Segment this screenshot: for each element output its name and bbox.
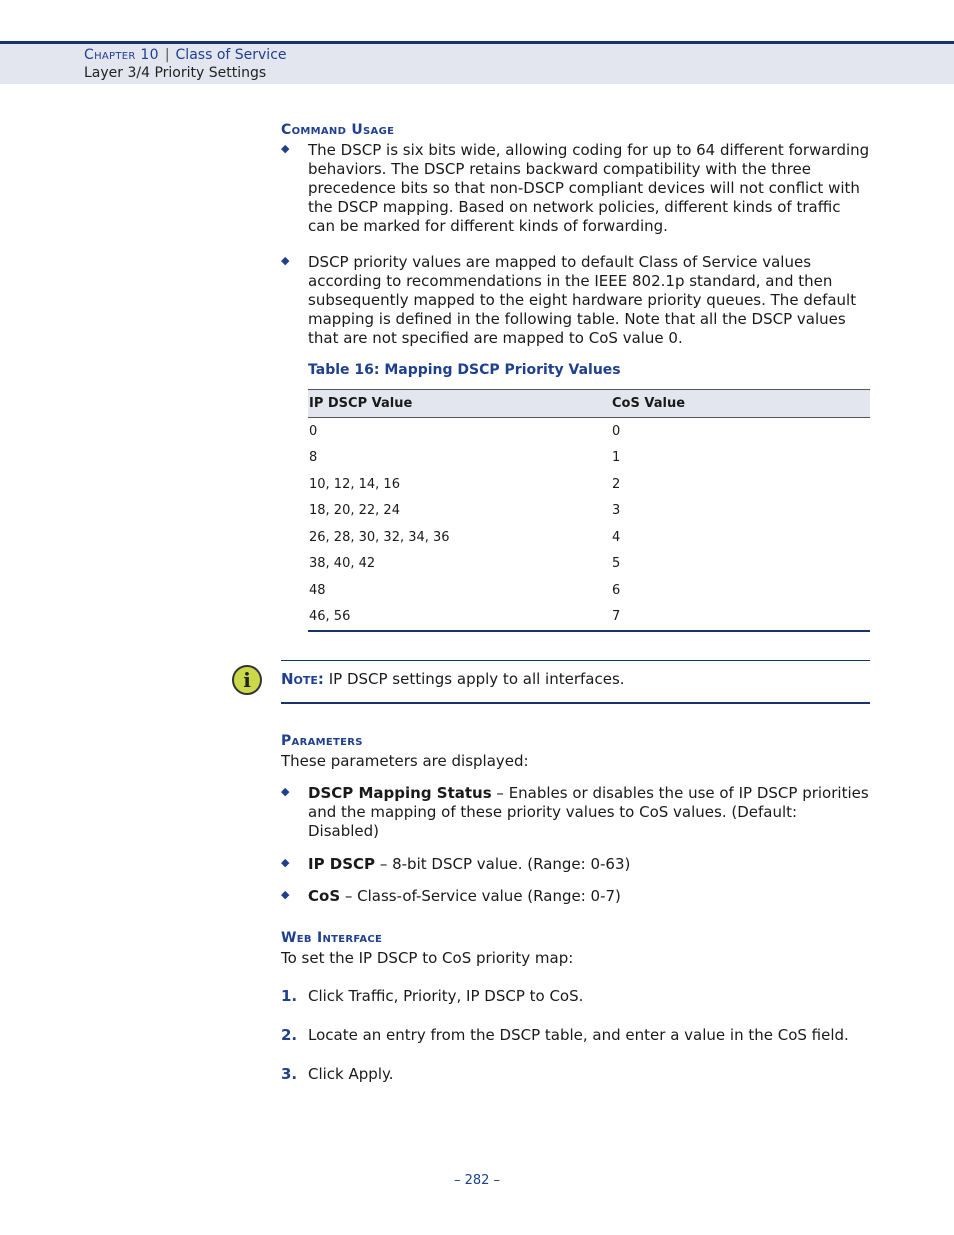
parameter-desc: – Enables or disables the use of IP DSCP priorities and the mapping of these priority values to CoS values. (Default: Disabled) <box>308 784 869 840</box>
table-row <box>308 551 870 578</box>
running-header <box>0 41 954 84</box>
note-box <box>281 660 870 704</box>
usage-bullet-text: The DSCP is six bits wide, allowing coding for up to 64 different forwarding behaviors. The DSCP retains backward compatibility with the three precedence bits so that non-DSCP compliant devices will not conflict with the DSCP mapping. Based on network policies, different kinds of traffic can be marked for different kinds of forwarding. <box>308 141 870 235</box>
diamond-bullet-icon: ◆ <box>281 856 290 869</box>
column-header-dscp: IP DSCP Value <box>308 390 611 418</box>
dscp-cell: 8 <box>309 450 318 466</box>
diamond-bullet-icon: ◆ <box>281 142 290 155</box>
info-icon: i <box>232 665 262 695</box>
step-text: Click Traffic, Priority, IP DSCP to CoS. <box>308 987 584 1005</box>
dscp-cell: 38, 40, 42 <box>309 556 376 572</box>
dscp-cell: 46, 56 <box>308 604 611 632</box>
command-usage-heading: Command Usage <box>281 122 395 138</box>
note-content <box>281 670 625 688</box>
parameters-intro: These parameters are displayed: <box>281 752 529 770</box>
parameter-text <box>308 855 871 874</box>
table-row <box>308 445 870 472</box>
parameters-heading: Parameters <box>281 733 363 749</box>
column-header-cos: CoS Value <box>611 390 870 418</box>
table-row <box>308 524 870 551</box>
table-row <box>308 604 870 632</box>
step-text: Click Apply. <box>308 1065 394 1083</box>
parameter-text <box>308 784 871 841</box>
note-text: IP DSCP settings apply to all interfaces. <box>328 670 625 688</box>
header-chapter-line <box>84 47 287 63</box>
dscp-mapping-table <box>308 389 870 632</box>
cos-cell: 5 <box>612 556 621 572</box>
cos-cell: 0 <box>612 423 621 439</box>
cos-cell: 3 <box>612 503 621 519</box>
parameter-term: IP DSCP <box>308 855 376 873</box>
usage-bullet-text: DSCP priority values are mapped to default Class of Service values according to recommendations in the IEEE 802.1p standard, and then subsequently mapped to the eight hardware priority queues. The default mapping is defined in the following table. Note that all the DSCP values that are not specified are mapped to CoS value 0. <box>308 253 857 347</box>
cos-cell: 6 <box>612 582 621 598</box>
table-row <box>308 577 870 604</box>
page-number: – 282 – <box>453 1173 501 1188</box>
cos-cell: 4 <box>612 529 621 545</box>
dscp-cell: 0 <box>309 423 318 439</box>
table-row <box>308 498 870 525</box>
cos-cell: 2 <box>612 476 621 492</box>
dscp-cell: 10, 12, 14, 16 <box>309 476 400 492</box>
step-number: 3. <box>281 1065 298 1083</box>
chapter-title: Class of Service <box>175 47 287 63</box>
table-header-row <box>308 390 870 418</box>
web-interface-intro: To set the IP DSCP to CoS priority map: <box>281 949 574 967</box>
dscp-cell: 48 <box>309 582 326 598</box>
section-title: Layer 3/4 Priority Settings <box>84 65 267 81</box>
cos-cell: 1 <box>612 450 621 466</box>
table-caption: Table 16: Mapping DSCP Priority Values <box>308 362 621 378</box>
parameter-desc: – Class-of-Service value (Range: 0-7) <box>340 887 621 905</box>
diamond-bullet-icon: ◆ <box>281 254 290 267</box>
web-interface-heading: Web Interface <box>281 930 383 946</box>
step-number: 2. <box>281 1026 298 1044</box>
dscp-cell: 26, 28, 30, 32, 34, 36 <box>309 529 450 545</box>
parameter-term: DSCP Mapping Status <box>308 784 492 802</box>
header-separator: | <box>164 47 170 63</box>
dscp-cell: 18, 20, 22, 24 <box>309 503 400 519</box>
table-row <box>308 418 870 445</box>
parameter-desc: – 8-bit DSCP value. (Range: 0-63) <box>375 855 631 873</box>
cos-cell: 7 <box>611 604 870 632</box>
diamond-bullet-icon: ◆ <box>281 888 290 901</box>
parameter-text <box>308 887 871 906</box>
parameter-term: CoS <box>308 887 341 905</box>
step-number: 1. <box>281 987 298 1005</box>
note-label: Note: <box>281 670 324 688</box>
chapter-label: Chapter 10 <box>84 47 159 63</box>
diamond-bullet-icon: ◆ <box>281 785 290 798</box>
step-text: Locate an entry from the DSCP table, and enter a value in the CoS field. <box>308 1026 849 1044</box>
table-row <box>308 471 870 498</box>
